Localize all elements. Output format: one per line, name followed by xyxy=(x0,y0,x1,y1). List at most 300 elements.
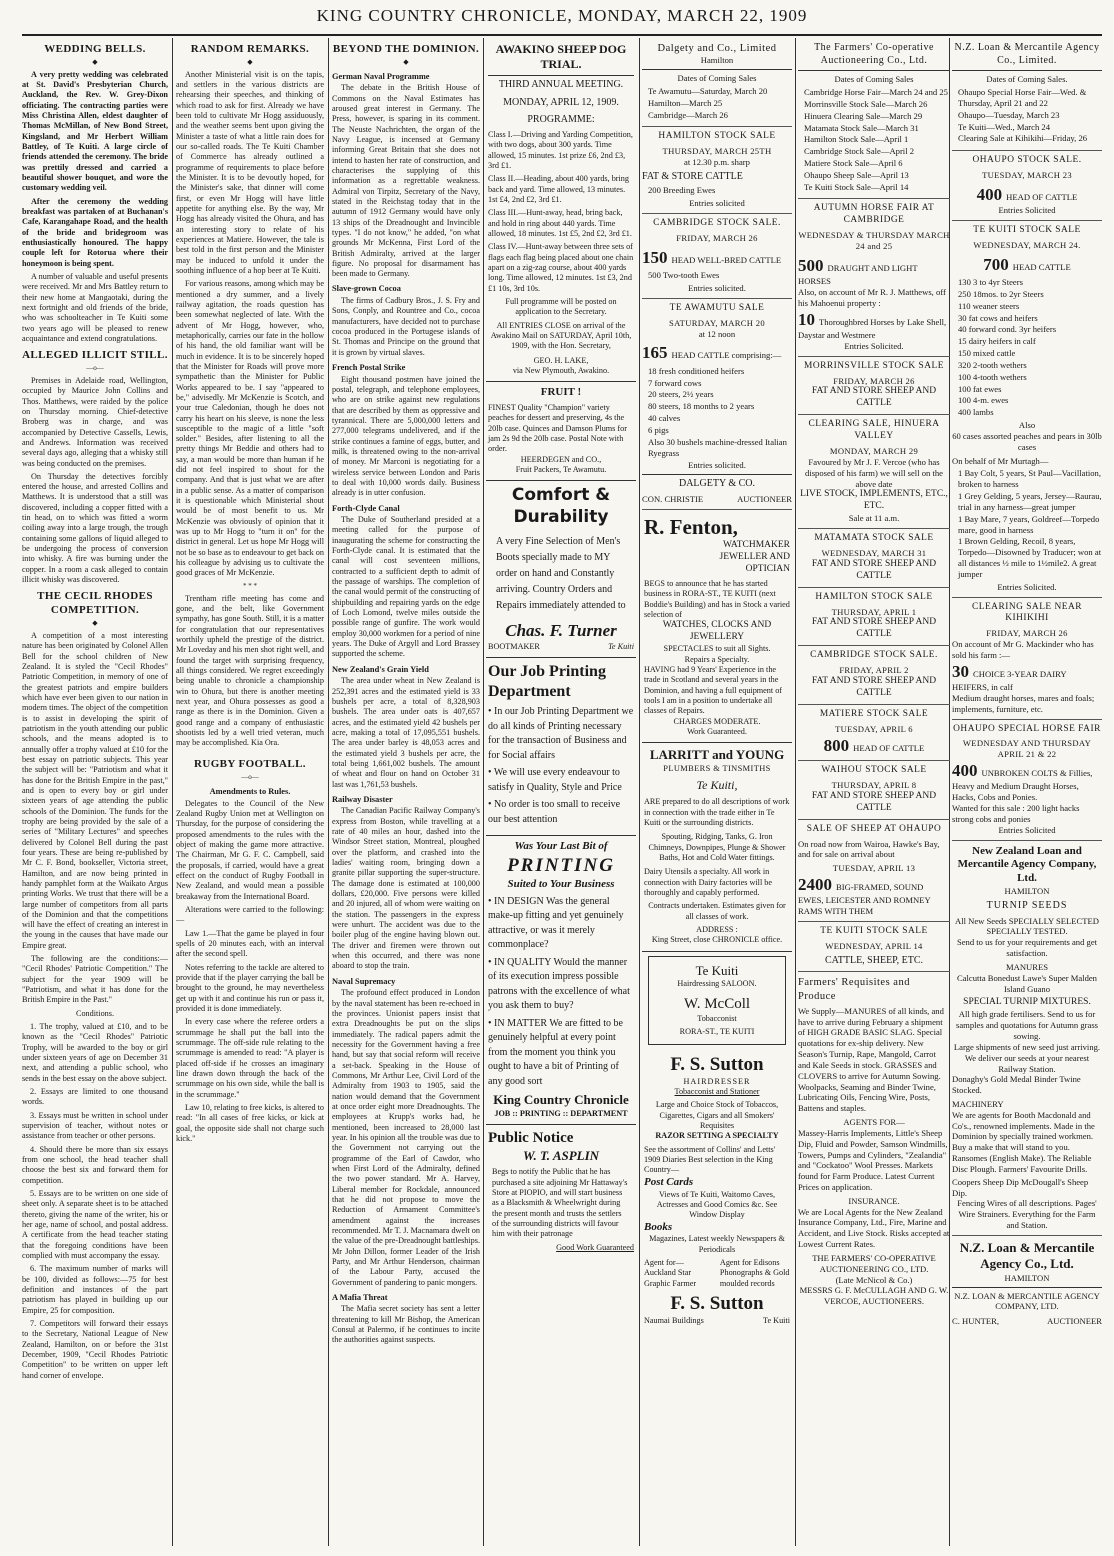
ornament-divider: * * * xyxy=(243,581,257,590)
sale-body: HEAD OF CATTLE xyxy=(1006,191,1078,202)
sale-body: On behalf of Mr Murtagh— xyxy=(952,455,1049,466)
ad-body: We are agents for Booth Macdonald and Co's., renowned implements. Made in the Dominion by specially trained workmen. Buy a make that will stand to you. Ransomes (English Make). The Reliable Disc Plough. Farmers' Favourite Drills. xyxy=(952,1109,1095,1174)
sale-body: Thoroughbred Horses by Lake Shell, Daystar and Westmere xyxy=(798,316,947,341)
sale-body: FAT AND STORE SHEEP AND CATTLE xyxy=(811,676,937,698)
sale-title: TE KUITI STOCK SALE xyxy=(820,926,928,937)
sale-body: On account of Mr G. Mackinder who has sold his farm :— xyxy=(952,639,1094,660)
list-item: Te Awamutu—Saturday, March 20 xyxy=(648,85,768,96)
sale-title: MORRINSVILLE STOCK SALE xyxy=(804,360,944,371)
ad-subhead: Books xyxy=(644,1220,673,1233)
class-list xyxy=(488,130,634,294)
ad-body: Views of Te Kuiti, Waitomo Caves, Actresses and Good Comics &c. See Window Display xyxy=(656,1189,778,1220)
list-item: • IN MATTER We are fitted to be genuinely helpful at every point from the moment you think you ought to have a bit of Printing of any good sort xyxy=(488,1017,623,1087)
ornament-divider: ◆ xyxy=(92,57,98,66)
list-item: • IN DESIGN Was the general make-up fitting and yet genuinely attractive, or was it merely commonplace? xyxy=(488,895,624,951)
ad-signature: DALGETY & CO. xyxy=(678,478,755,490)
ad-title: Dalgety and Co., Limited xyxy=(657,43,777,54)
sale-body: DRAUGHT AND LIGHT HORSES xyxy=(798,262,918,287)
stock-sale xyxy=(642,127,792,214)
ad-dalgety xyxy=(642,38,792,127)
ad-line: JOB :: PRINTING :: DEPARTMENT xyxy=(494,1108,628,1118)
sale-date: FRIDAY, MARCH 26 xyxy=(833,375,915,386)
ad-body: Donaghy's Gold Medal Binder Twine Stocked. xyxy=(952,1074,1081,1096)
stock-sale xyxy=(798,357,950,416)
ad-body: Begs to notify the Public that he has purchased a site adjoining Mr Hattaway's Store at PIOPIO, and will start business as a Blacksmith & Wheelwright during the present month and trusts the settlers of the surrounding districts will favour him with their patronage xyxy=(492,1167,628,1239)
list-item: Ohaupo Sheep Sale—April 13 xyxy=(804,169,909,180)
ad-subhead: Post Cards xyxy=(644,1175,694,1188)
list-item: 320 2-tooth wethers xyxy=(958,359,1027,370)
horse-fair xyxy=(952,720,1102,841)
list-item: 110 weaner steers xyxy=(958,300,1020,311)
article-paragraph: Alterations were carried to the following:— xyxy=(176,905,324,925)
list-item: • IN QUALITY Would the manner of its execution impress possible patrons with the excellence of what you ask them to buy? xyxy=(488,956,630,1012)
sale-footer: Entries solicited. xyxy=(688,283,746,294)
sale-date: TUESDAY, MARCH 23 xyxy=(982,170,1072,180)
ad-title: Comfort & Durability xyxy=(511,485,611,527)
list-item: 40 forward cond. 3yr heifers xyxy=(958,324,1057,335)
dates-list xyxy=(798,87,950,192)
sale-title: OHAUPO STOCK SALE. xyxy=(972,155,1082,166)
ad-line: THIRD ANNUAL MEETING. xyxy=(498,79,624,91)
article-title-wedding: WEDDING BELLS. xyxy=(44,43,146,55)
list-item: 5. Essays are to be written on one side of sheet only. A separate sheet is to be attached thereto, giving the name of the writer, his or her age, name of school, and postal address. A certificate from the head teacher stating that the foregoing conditions have been complied with must accompany the essay. xyxy=(22,1189,168,1260)
column-rule xyxy=(639,38,640,1546)
article-paragraph: Delegates to the Council of the New Zealand Rugby Union met at Wellington on Thursday, for the purpose of considering the proposed amendments to the rules with the object of making the game more attractive. The Chairman, Mr G. F. C. Campbell, said the proposals, if carried, would have a great effect on the conduct of Rugby Football in New Zealand, and would mean a possible breakaway from the International Board. xyxy=(176,798,324,901)
list-item: Cambridge Stock Sale—April 2 xyxy=(804,146,915,157)
sale-lines xyxy=(642,366,792,459)
ad-larritt-young xyxy=(642,743,792,951)
ad-body: Spouting, Ridging, Tanks, G. Iron Chimneys, Downpipes, Plunge & Shower Baths, Hot and Cold Water fittings. xyxy=(648,832,786,862)
auctioneer-name: C. HUNTER, xyxy=(952,1316,1000,1327)
ad-title: Suited to Your Business xyxy=(507,878,615,891)
ad-title: New Zealand Loan and Mercantile Agency Company, Ltd. xyxy=(957,844,1097,885)
sale-body: 60 cases assorted peaches and pears in 30lb cases xyxy=(952,430,1102,452)
ad-body: We Supply—MANURES of all kinds, and have to arrive during February a shipment of HIGH GRADE BASIC SLAG. Special quotations for ex-ship delivery. New Season's Turnip, Rape, Mangold, Carrot and Kale Seeds in stock. GRASSES and CLOVERS to arrive for Autumn Sowing. Woolpacks, Seaming and Binder Twine, Lubricating Oils, Fencing Wire, Posts, Battens and staples. xyxy=(798,1005,944,1114)
masthead: KING COUNTRY CHRONICLE, MONDAY, MARCH 22, 1909 xyxy=(22,0,1102,36)
article-subtitle: Amendments to Rules. xyxy=(209,787,291,797)
sale-title: TE AWAMUTU SALE xyxy=(669,302,765,313)
stock-sale xyxy=(952,151,1102,221)
sale-date: FRIDAY, APRIL 2 xyxy=(839,665,909,676)
list-item: Cambridge—March 26 xyxy=(648,109,728,120)
sale-title: CLEARING SALE, HINUERA VALLEY xyxy=(808,419,940,442)
list-item: 7 forward cows xyxy=(648,377,702,388)
ad-line: Dates of Coming Sales xyxy=(834,74,914,85)
list-item: Also 30 bushels machine-dressed Italian Ryegrass xyxy=(648,436,787,458)
sale-body: UNBROKEN COLTS & Fillies, Heavy and Medium Draught Horses, Hacks, Cobs and Ponies. xyxy=(952,768,1093,803)
sale-date: FRIDAY, MARCH 26 xyxy=(676,232,758,243)
auctioneer-name: CON. CHRISTIE xyxy=(642,493,704,504)
list-item: 40 calves xyxy=(648,413,681,424)
sale-count: 30 xyxy=(952,661,969,681)
news-item-text: The debate in the British House of Commons on the Naval Estimates has aroused great interest in Germany. The Press, however, is sparing in its comment. The Neuste Nachrichten, the organ of the Navy League, is incensed at Germany informing Great Britain that she does not intend to hasten her rate of construction, and characterises the supplying of this information as a regrettable weakness. Admiral von Tirpitz, Secretary of the Navy, stated in the Reichstag today that in the autumn of 1912 Germany would have only 13 ships of the Dreadnought and Invincible types. "I do not know," he added, "on what grounds Mr McKenna, First Lord of the British Admiralty, arrived at the larger figure. No proposal for disarmament has been made to Germany. xyxy=(332,83,480,279)
sale-title: CAMBRIDGE STOCK SALE. xyxy=(810,650,938,661)
ad-trade: PLUMBERS & TINSMITHS xyxy=(663,763,771,773)
ad-public-notice xyxy=(486,1125,636,1258)
sale-count: 10 xyxy=(798,309,815,329)
column-rule xyxy=(328,38,329,1546)
news-item-text: The Duke of Southerland presided at a meeting called for the purpose of inaugurating the scheme for constructing the Forth-Clyde canal. It is estimated that the canal will cost seventeen millions, contracted to a sufficient depth to admit of the passage of warships. The completion of the canal would permit of the constructing of shipbuilding and repairing yards on the edge of Loch Lomond, twelve miles outside the possible range of gunfire. The work would employ 30,000 workmen for a period of nine years. The Duke of Argyll and Lord Brassey supported the scheme. xyxy=(332,515,480,659)
dates-list xyxy=(952,87,1102,144)
sale-body: BIG-FRAMED, SOUND EWES, LEICESTER AND ROMNEY RAMS WITH THEM xyxy=(798,881,931,917)
sale-body: Favoured by Mr J. F. Vercoe (who has disposed of his farm) we will sell on the above date xyxy=(805,456,943,489)
list-item: 150 mixed cattle xyxy=(958,348,1016,359)
list-item: 200 Breeding Ewes xyxy=(648,185,716,196)
clearing-sale xyxy=(952,598,1102,720)
news-item-heading: Railway Disaster xyxy=(332,794,393,804)
ad-farmers-coop xyxy=(798,38,950,199)
news-item-text: Eight thousand postmen have joined the postal, telegraph, and telephone employees, who are on strike against new regulations that are described by them as oppressive and tyrannical. There are 5,000,000 letters and 277,000 telegrams undelivered, and if the strike continues a famine of eggs, butter, and milk, is threatened owing to the non-arrival of money. Mr Marconi is negotiating for a wireless service between London and Paris to deal with 10,000 words daily. Business already is in utter confusion. xyxy=(332,374,480,498)
news-item-heading: German Naval Programme xyxy=(332,71,430,81)
ad-subhead: MACHINERY xyxy=(952,1099,1004,1109)
ad-title: N.Z. Loan & Mercantile Agency Co., Ltd. xyxy=(959,1239,1095,1272)
ad-line: Full programme will be posted on application to the Secretary. xyxy=(505,296,617,317)
ad-name: R. Fenton, xyxy=(644,514,738,539)
list-item: Class I.—Driving and Yarding Competition, with two dogs, about 300 yards. Time allowed, 15 minutes. 1st prize £6, 2nd £3, 3rd £1. xyxy=(488,130,633,170)
ad-line: Work Guaranteed. xyxy=(687,726,747,736)
sale-date: SATURDAY, MARCH 20 xyxy=(669,317,765,328)
article-paragraph: Law 10, relating to free kicks, is altered to read: "In all cases of free kicks, or kick at goal, the opposite side shall not charge such kick." xyxy=(176,1102,324,1143)
sale-title: OHAUPO SPECIAL HORSE FAIR xyxy=(953,723,1101,734)
ohaupo-sheep-sale xyxy=(798,820,950,922)
ad-comfort-durability xyxy=(486,481,636,658)
sale-date: WEDNESDAY, MARCH 31 xyxy=(821,547,927,558)
ad-nz-loan-footer xyxy=(952,1236,1102,1331)
sale-time: at 12.30 p.m. sharp xyxy=(684,157,750,168)
sale-body: FAT AND STORE SHEEP AND CATTLE xyxy=(811,386,937,409)
sale-body: On road now from Wairoa, Hawke's Bay, and for sale on arrival about xyxy=(798,838,940,860)
sale-body: LIVE STOCK, IMPLEMENTS, ETC., ETC. xyxy=(800,489,948,512)
stock-sale xyxy=(798,705,950,761)
news-item-text: The Canadian Pacific Railway Company's express from Boston, while travelling at a rate of 40 miles an hour, dashed into the Windsor Street station, Montreal, ploughed over the platform, and crashed into the ladies' waiting room, bringing down a granite pillar supporting the super-structure. The damage done is estimated at 100,000 dollars, £20,000. Five persons were killed and 20 injured, all of whom were waiting on the station. The passengers in the express were unhurt. The accident was due to the boiler plug of the engine having blown out. The driver and firemen were thrown out when this occurred, and there was none aboard to stop the train. xyxy=(332,806,480,971)
list-item: 6. The maximum number of marks will be 100, divided as follows:—75 for best definition and instances of the part patriotism has played in building up our Empire, 25 for composition. xyxy=(22,1264,168,1315)
ad-sheep-dog-trial xyxy=(486,38,636,382)
ad-town: Te Kuiti xyxy=(608,641,634,651)
sale-date: THURSDAY, APRIL 1 xyxy=(831,606,917,617)
ad-trade: BOOTMAKER xyxy=(488,641,540,651)
sale-date: WEDNESDAY, APRIL 14 xyxy=(825,940,923,951)
list-item: 80 steers, 18 months to 2 years xyxy=(648,401,755,412)
stock-sale xyxy=(798,761,950,820)
sale-title: WAIHOU STOCK SALE xyxy=(821,765,927,776)
list-item: 100 fat ewes xyxy=(958,383,1002,394)
sale-title: MATAMATA STOCK SALE xyxy=(814,533,934,544)
ad-title: The Farmers' Co-operative Auctioneering Co., Ltd. xyxy=(814,42,934,66)
ad-body: We are Local Agents for the New Zealand Insurance Company, Ltd., Fire, Marine and Accident, and Live Stock. Risks accepted at Lowest Current Rates. xyxy=(798,1206,950,1250)
ad-body: A very Fine Selection of Men's Boots specially made to MY order on hand and Constantly arriving. Country Orders and Repairs immediately attended to xyxy=(496,536,626,612)
sale-body: FAT AND STORE SHEEP AND CATTLE xyxy=(811,617,937,640)
list-item: 1 Bay Colt, 5 years, St Paul—Vacillation, broken to harness xyxy=(958,468,1101,490)
ad-name: W. T. ASPLIN xyxy=(522,1147,600,1163)
sale-footer: Entries solicited xyxy=(689,198,745,209)
ad-address: RORA-ST., TE KUITI xyxy=(679,1027,755,1037)
ad-body: Dairy Utensils a specialty. All work in connection with Dairy factories will be thoroughly and capably performed. xyxy=(644,867,773,897)
sale-count: 165 xyxy=(642,343,668,363)
list-item: Ohaupo Special Horse Fair—Wed. & Thursday, April 21 and 22 xyxy=(958,87,1087,108)
sale-date: WEDNESDAY & THURSDAY MARCH 24 and 25 xyxy=(798,230,950,251)
article-paragraph: A very pretty wedding was celebrated at St. David's Presbyterian Church, Auckland, the Rev. W. Grey-Dixon officiating. The contracting parties were Miss Christina Allen, eldest daughter of Thomas McMillan, of New Bond Street, Kingsland, and Mr Herbert William Battley, of Te Kuiti. A large circle of friends attended the ceremony. The bride was prettily dressed and carried a beautiful shower bouquet, and wore the customary wedding veil. xyxy=(22,69,168,193)
sale-body: HEAD OF CATTLE xyxy=(853,742,925,753)
list-item: Matamata Stock Sale—March 31 xyxy=(804,122,919,133)
column-rule xyxy=(483,38,484,1546)
sale-count: 800 xyxy=(823,735,850,755)
ad-signature: Good Work Guaranteed xyxy=(556,1242,634,1252)
sale-title: CAMBRIDGE STOCK SALE. xyxy=(653,218,781,229)
ad-job-printing xyxy=(486,658,636,836)
list-item: 20 steers, 2½ years xyxy=(648,389,714,400)
list-item: Class II.—Heading, about 400 yards, bring back and yard. Time allowed, 13 minutes. 1st £4, 2nd £2, 3rd £1. xyxy=(488,174,629,204)
sale-body: Medium draught horses, mares and foals; implements, furniture, etc. xyxy=(952,692,1095,714)
ad-signature: (Late McNicol & Co.) xyxy=(835,1274,913,1285)
article-title-rhodes: THE CECIL RHODES COMPETITION. xyxy=(37,590,153,617)
ad-name: F. S. Sutton xyxy=(670,1293,764,1314)
column-2 xyxy=(176,38,324,1546)
ornament-divider: —o— xyxy=(241,773,259,782)
sale-title: AUTUMN HORSE FAIR AT CAMBRIDGE xyxy=(813,203,935,226)
ad-title: AWAKINO SHEEP DOG TRIAL. xyxy=(495,42,627,72)
ad-saloon xyxy=(648,956,786,1045)
ad-body: Coopers Sheep Dip McDougall's Sheep Dip. xyxy=(952,1176,1089,1198)
ad-line: Dates of Coming Sales xyxy=(677,73,757,84)
ad-fenton xyxy=(642,510,792,744)
sale-title: MATIERE STOCK SALE xyxy=(819,708,929,719)
news-item-heading: A Mafia Threat xyxy=(332,1292,388,1302)
ad-rule xyxy=(642,69,792,70)
news-item-text: The Mafia secret society has sent a letter threatening to kill Mr Bishop, the American Consul at Palermo, if he continues to incite the authorities against suspects. xyxy=(332,1304,480,1345)
ad-line: RAZOR SETTING A SPECIALTY xyxy=(655,1131,779,1141)
sale-footer: Entries Solicited. xyxy=(844,340,904,351)
stock-sale xyxy=(798,588,950,647)
list-item: 130 3 to 4yr Steers xyxy=(958,277,1023,288)
ad-title: Farmers' Requisites and Produce xyxy=(798,977,910,1002)
stock-sale xyxy=(642,299,792,510)
ad-trade: WATCHMAKER JEWELLER AND OPTICIAN xyxy=(719,540,790,575)
ad-line: Dates of Coming Sales. xyxy=(986,74,1068,85)
ad-subhead: TURNIP SEEDS xyxy=(986,900,1068,912)
sale-count: 500 xyxy=(798,255,824,275)
article-paragraph: Premises in Adelaide road, Wellington, occupied by Maurice John Collins and Thos. Matthews, were raided by the police on Thursday morning. Chief-detective Broberg was in charge, and was accompanied by Detective Cassells, Lewis, and Andrews. Information was received several days ago, alleging that a whisky still was being conducted on the premises. xyxy=(22,375,168,468)
sale-date: WEDNESDAY AND THURSDAY APRIL 21 & 22 xyxy=(962,738,1092,760)
ad-footer xyxy=(644,1316,790,1326)
article-paragraph: Trentham rifle meeting has come and gone, and the belt, like Government sympathy, has gone South. Still, it is a matter for congratulation that our representatives worthily upheld the prestige of the district. Mr Loveday and his men shot right well, and found the target with surprising frequency, all things considered. We regret exceedingly being unable to chronicle a championship win to Ohura, but there is another meeting next year, and Ohura possesses as good a range as there is in the Dominion. Given a good range and a company of enthusiastic shootists led by a well tried veteran, much may be accomplished. Kia Ora. xyxy=(176,593,324,748)
ad-line: ADDRESS : xyxy=(696,924,738,934)
sale-count: 150 xyxy=(642,247,668,267)
news-item-text: The area under wheat in New Zealand is 252,391 acres and the estimated yield is 33 bushels per acre, a total of 8,328,903 bushels. The area under oats is 407,657 acres, and the estimated yield 42 bushels per acre, making a total of 17,095,551 bushels. The area under barley is 48,053 acres and the estimated yield 3 bushels per acre, the total being 1,661,002 bushels. The amount of wheat and flour on hand on October 31 last was 1,761,53 bushels. xyxy=(332,676,480,789)
sale-date: TUESDAY, APRIL 6 xyxy=(835,723,913,734)
ad-line: SPECTACLES to suit all Sights. xyxy=(663,644,771,654)
article-title-illicit: ALLEGED ILLICIT STILL. xyxy=(22,349,168,362)
list-item: Hamilton—March 25 xyxy=(648,97,723,108)
ad-town: HAMILTON xyxy=(1004,886,1050,897)
list-item: 1 Bay Mare, 7 years, Goldreef—Torpedo mare, good in harness xyxy=(958,513,1100,535)
ad-signature: MESSRS G. F. McCULLAGH AND G. W. VERCOE, AUCTIONEERS. xyxy=(799,1285,949,1307)
ad-rule xyxy=(952,70,1102,71)
ad-body: BEGS to announce that he has started business in RORA-ST., TE KUITI (next Boddie's Building) and has in Stock a varied selection of xyxy=(644,578,790,619)
auctioneer-title: AUCTIONEER xyxy=(737,493,792,504)
ad-body: Large and Choice Stock of Tobaccos, Cigarettes, Cigars and all Smokers' Requisites xyxy=(655,1100,779,1131)
article-title-random: RANDOM REMARKS. xyxy=(190,43,310,55)
list-item: 6 pigs xyxy=(648,424,669,435)
ad-rule xyxy=(952,1287,1102,1288)
ad-title: PRINTING xyxy=(507,855,615,877)
ad-town: Te Kuiti xyxy=(763,1315,790,1325)
stock-sale xyxy=(798,529,950,588)
article-title-beyond: BEYOND THE DOMINION. xyxy=(332,43,480,55)
ad-title: FRUIT ! xyxy=(540,386,582,399)
column-3 xyxy=(332,38,480,1546)
ad-subhead: INSURANCE. xyxy=(848,1195,900,1206)
ad-nz-loan-seeds xyxy=(952,841,1102,1236)
ad-body: FINEST Quality "Champion" variety peaches for dessert and preserving, 4s the 20lb case. Quinces and Damson Plums for jam 2s 9d the 20lb case. Postal Note with order. xyxy=(488,403,627,454)
ad-line: King Street, close CHRONICLE office. xyxy=(651,935,783,945)
column-1 xyxy=(22,38,168,1546)
list-item: 100 4-tooth wethers xyxy=(958,371,1027,382)
list-item: 4. Should there be more than six essays from one school, the head teacher shall choose the best six and forward them for competition. xyxy=(22,1144,168,1185)
ornament-divider: ◆ xyxy=(403,57,409,66)
ad-title: Te Kuiti xyxy=(695,962,739,978)
list-item: • No order is too small to receive our best attention xyxy=(488,799,621,825)
sale-title: SALE OF SHEEP AT OHAUPO xyxy=(806,823,942,834)
sale-body: Sale at 11 a.m. xyxy=(848,513,900,524)
news-item-heading: Naval Supremacy xyxy=(332,976,396,986)
sale-body: FAT & STORE CATTLE xyxy=(642,170,743,182)
sale-body: HEAD CATTLE xyxy=(1012,261,1071,272)
column-rule xyxy=(795,38,796,1546)
ad-body: All New Seeds SPECIALLY SELECTED SPECIALLY TESTED. xyxy=(955,915,1099,937)
sale-date: THURSDAY, MARCH 25TH xyxy=(662,146,772,157)
sale-body: HEAD WELL-BRED CATTLE xyxy=(671,254,782,265)
list-item: 7. Competitors will forward their essays to the Secretary, National League of New Zealand, Hamilton, on or before the 31st December, 1909, "Cecil Rhodes Patriotic Competition" to be written on upper left hand corner of envelope. xyxy=(22,1318,168,1380)
ad-rule xyxy=(798,70,950,71)
auctioneer-title: AUCTIONEER xyxy=(1047,1316,1102,1327)
news-item-heading: Forth-Clyde Canal xyxy=(332,503,400,513)
ad-body: See the assortment of Collins' and Letts' 1909 Diaries Best selection in the King Country— xyxy=(644,1144,776,1175)
list-item: Hinuera Clearing Sale—March 29 xyxy=(804,110,923,121)
sale-body: CHOICE 3-YEAR DAIRY HEIFERS, in calf xyxy=(952,668,1067,693)
dates-list xyxy=(642,86,792,120)
sale-title: CLEARING SALE NEAR KIHIKIHI xyxy=(971,601,1083,624)
ad-fruit xyxy=(486,382,636,481)
ad-body: Magazines, Latest weekly Newspapers & Periodicals xyxy=(649,1234,785,1254)
article-paragraph: After the ceremony the wedding breakfast was partaken of at Buchanan's Cafe, Karangahape Road, and the health of the bride and bridegroom was enthusiastically honoured. The happy couple left for Rotorua where their honeymoon is being spent. xyxy=(22,196,168,268)
ad-body: Send to us for your requirements and get satisfaction. xyxy=(956,937,1098,959)
ad-signature: via New Plymouth, Awakino. xyxy=(512,365,610,375)
sale-time: at 12 noon xyxy=(698,328,736,339)
list-item: 1 Brown Gelding, Recoil, 8 years, Torpedo—Disowned by Traducer; won at all distances ½ mile to 1½mile2. A great jumper xyxy=(958,536,1102,579)
list-item: Cambridge Horse Fair—March 24 and 25 xyxy=(804,87,948,98)
ad-signature: AUCTIONEERING CO., LTD. xyxy=(819,1263,929,1274)
ornament-divider: —o— xyxy=(86,364,104,373)
column-6 xyxy=(798,38,950,1546)
stock-sale xyxy=(798,646,950,705)
ad-name: F. S. Sutton xyxy=(670,1053,764,1075)
ad-name: King Country Chronicle xyxy=(493,1092,629,1108)
sale-body: FAT AND STORE SHEEP AND CATTLE xyxy=(811,790,937,813)
article-paragraph: Another Ministerial visit is on the tapis, and settlers in the various districts are rehearsing their speeches, and thinking of which road to ask for first. Already we have been told to cultivate Mr Hogg assiduously, and the weather seems bent upon giving the Minister a taste of what a little rain does for our so-called roads. The Te Kuiti Chamber of Commerce has already outlined a programme of requirements to place before the Minister. It is to be devoutly hoped, for the Minister's sake, that dinner will come first, or even Mr Hogg will have little appetite for anything else. By the way, Mr Hogg has already visited the Ohura, and has an interesting story to relate of his experiences at Matiere. However, the tale is best told in the first person and the Minister may be induced to unfold it under the soothing influence of a hop beer at Te Kuiti. xyxy=(176,69,324,275)
ad-signature: HEERDEGEN and CO., xyxy=(520,454,602,464)
list-item: Te Kuiti Stock Sale—April 14 xyxy=(804,181,909,192)
ad-trade: Tobacconist xyxy=(697,1014,737,1024)
ad-nz-loan-dates xyxy=(952,38,1102,151)
sale-lines xyxy=(642,270,792,281)
ad-body: HAVING had 9 Years' Experience in the trade in Scotland and several years in the Dominion, and having a full equipment of tools I am in a position to undertake all classes of Repairs. xyxy=(644,664,783,716)
sale-body: Also xyxy=(1018,420,1036,431)
ad-subhead: SPECIAL TURNIP MIXTURES. xyxy=(963,997,1091,1008)
ad-name: W. McColl xyxy=(683,996,751,1013)
list-item: Hamilton Stock Sale—April 1 xyxy=(804,134,909,145)
list-item: 2. Essays are limited to one thousand words. xyxy=(22,1087,168,1107)
bullet-list xyxy=(488,705,634,827)
ad-title: Our Job Printing Department xyxy=(488,662,606,701)
news-item-text: The profound effect produced in London by the naval statement has been re-echoed in the provinces. Unionist papers insist that extra Dreadnoughts be put on the slips immediately. The radical papers admit the necessity for the Government having a free hand, but say that social reform will receive a set-back. Speaking in the House of Commons, Mr Arthur Lee, Civil Lord of the Admiralty from 1903 to 1905, said the nation would demand that the Government at once order eight more Dreadnoughts. The employees at Krupp's works had, he mentioned, been increased to 28,000 last year. In his opinion all the trouble was due to the Government not carrying out the programme of the Earl of Cawdor, who when First Lord of the Admiralty, defined the two power standard. Mr A. Harvey, Liberal member for Rockdale, announced that he did not propose to move the Reduction of Armament Committee's amendment against the increases recommended. Mr T. J. Macnamara dwelt on the value of the pre-Dreadnought battleships. Mr John Dillon, former Leader of the Irish Party, and Mr Arthur Henderson, chairman of the Labour Party, accused the Government of pandering to panic mongers. xyxy=(332,988,480,1287)
list-item: 500 Two-tooth Ewes xyxy=(648,270,720,281)
ad-signature: GEO. H. LAKE, xyxy=(533,355,589,365)
sale-date: TUESDAY, APRIL 13 xyxy=(832,863,916,874)
list-item: Morrinsville Stock Sale—March 26 xyxy=(804,98,928,109)
sale-title: TE KUITI STOCK SALE xyxy=(973,225,1081,236)
ad-body: Calcutta Bonedust Lawe's Super Malden Island Guano xyxy=(957,972,1097,994)
sale-body: HEAD CATTLE comprising:— xyxy=(671,350,782,361)
ad-sutton xyxy=(642,1049,792,1332)
sale-body: FAT AND STORE SHEEP AND CATTLE xyxy=(811,558,937,581)
list-item: 18 fresh conditioned heifers xyxy=(648,365,745,376)
column-5 xyxy=(642,38,792,1546)
conditions-heading: Conditions. xyxy=(76,1008,114,1018)
sale-footer: Entries Solicited xyxy=(998,824,1056,835)
horse-fair xyxy=(798,199,950,356)
stock-sale xyxy=(642,214,792,299)
ad-address: Naumai Buildings xyxy=(644,1315,704,1325)
article-paragraph: Law 1.—That the game be played in four spells of 20 minutes each, with an interval after the second spell. xyxy=(176,928,324,959)
sale-title: HAMILTON STOCK SALE xyxy=(658,131,776,142)
ad-line: Hairdressing SALOON. xyxy=(677,978,757,988)
ad-body: Contracts undertaken. Estimates given for all classes of work. xyxy=(648,901,786,921)
sale-title: HAMILTON STOCK SALE xyxy=(815,591,933,602)
ornament-divider: ◆ xyxy=(92,619,98,628)
column-rule xyxy=(172,38,173,1546)
sale-lines xyxy=(952,277,1102,418)
ad-agent: Agent for Edisons Phonographs & Gold moulded records xyxy=(719,1258,790,1288)
article-paragraph: On Thursday the detectives forcibly entered the house, and arrested Collins and Matthews. It is understood that a still was discovered, including a copper fitted with a tin head, on to which was fitted a worm coiling away into a large trough, the trough containing some gallons of liquid alleged to be undergoing the process of conversion into whisky. A fire was burning under the copper. In a room a cask alleged to contain illicit whisky was discovered. xyxy=(22,471,168,585)
sale-date: MONDAY, MARCH 29 xyxy=(829,446,919,457)
list-item: Class IV.—Hunt-away between three sets of flags each flag being placed about one chain apart on a zig-zag course, about 400 yards long. Time allowed, 12 minutes. 1st £3, 2nd £1 10s, 3rd 10s. xyxy=(488,242,634,293)
ad-agents xyxy=(644,1258,790,1289)
sale-lines xyxy=(952,468,1102,579)
list-item: 30 fat cows and heifers xyxy=(958,312,1038,323)
news-item-heading: French Postal Strike xyxy=(332,363,406,373)
news-item-heading: Slave-grown Cocoa xyxy=(332,284,401,294)
ad-footer xyxy=(642,494,792,505)
list-item: • In our Job Printing Department we do all kinds of Printing necessary for the transaction of Business and for Social affairs xyxy=(488,706,634,761)
article-paragraph: For various reasons, among which may be mentioned a dry summer, and a lively railway agitation, the roads question has been somewhat neglected of late. With the advent of Mr Hogg, however, who, metaphorically, carries our fate in the hollow of his hand, the old familiar want will be much in evidence. It is to be sincerely hoped that the Minister for Roads will prove more sympathetic than the Minister for Public Works appeared to be. I say "appeared to be," advisedly. Mr McKenzie is Scotch, and your true Caledonian, though he does not carry his heart on his sleeve, is none the less susceptible to the magic of a little "soft solder." Besides, after listening to all the pretty things Mr Beddie and others had to say, a man would be more than human if he did not feel inspired to shout for the company. And that is just what we are after in a public sense. As a matter of comparison it is questionable which Ministerial shout would be of most benefit to us. Mr McKenzie was obviously of opinion that it was up to Mr Hogg to "turn it on" for the district in general. Let us hope Mr Hogg will not be so base as to endeavour to get back on his colleague by advising us to cultivate the good graces of Mr McKenzie. xyxy=(176,279,324,578)
sale-footer: Entries solicited. xyxy=(688,460,746,471)
list-item: 3. Essays must be written in school under supervision of teacher, without notes or assistance from teacher or other persons. xyxy=(22,1110,168,1141)
ad-body: ARE prepared to do all descriptions of work in connection with the trade either in Te Kuiti or the surrounding districts. xyxy=(644,797,790,827)
bullet-list xyxy=(488,895,634,1090)
article-paragraph: In every case where the referee orders a scrummage he shall put the ball into the scrummage. The off-side rule relating to the scrummage is amended to read: "A player is placed off-side if he crosses an imaginary line drawn down through the back of the scrummage on his own side, while the ball is in the scrummage." xyxy=(176,1017,324,1099)
column-7 xyxy=(952,38,1102,1546)
sale-count: 400 xyxy=(976,184,1003,204)
list-item: 250 18mos. to 2yr Steers xyxy=(958,288,1044,299)
sale-body: Also, on account of Mr R. J. Matthews, off his Mahoenui property : xyxy=(798,287,946,308)
ad-body: Large shipments of new seed just arriving. We deliver our seeds at your nearest Railway Station. xyxy=(953,1041,1101,1074)
sale-body: CATTLE, SHEEP, ETC. xyxy=(824,954,924,966)
list-item: Class III.—Hunt-away, head, bring back, and hold in ring about 440 yards. Time allowed, 18 minutes. 1st £5, 2nd £2, 3rd £1. xyxy=(488,208,632,238)
news-item-text: The firms of Cadbury Bros., J. S. Fry and Sons, Conply, and Rountree and Co., cocoa manufacturers, have decided not to purchase cocoa produced in the Portugese islands of St. Thomas and Principe on the ground that it is grown by virtual slaves. xyxy=(332,296,480,357)
ad-title: Public Notice xyxy=(488,1130,574,1147)
ad-line: Repairs a Specialty. xyxy=(684,654,750,664)
list-item: • We will use every endeavour to satisfy in Quality, Style and Price xyxy=(488,767,622,793)
